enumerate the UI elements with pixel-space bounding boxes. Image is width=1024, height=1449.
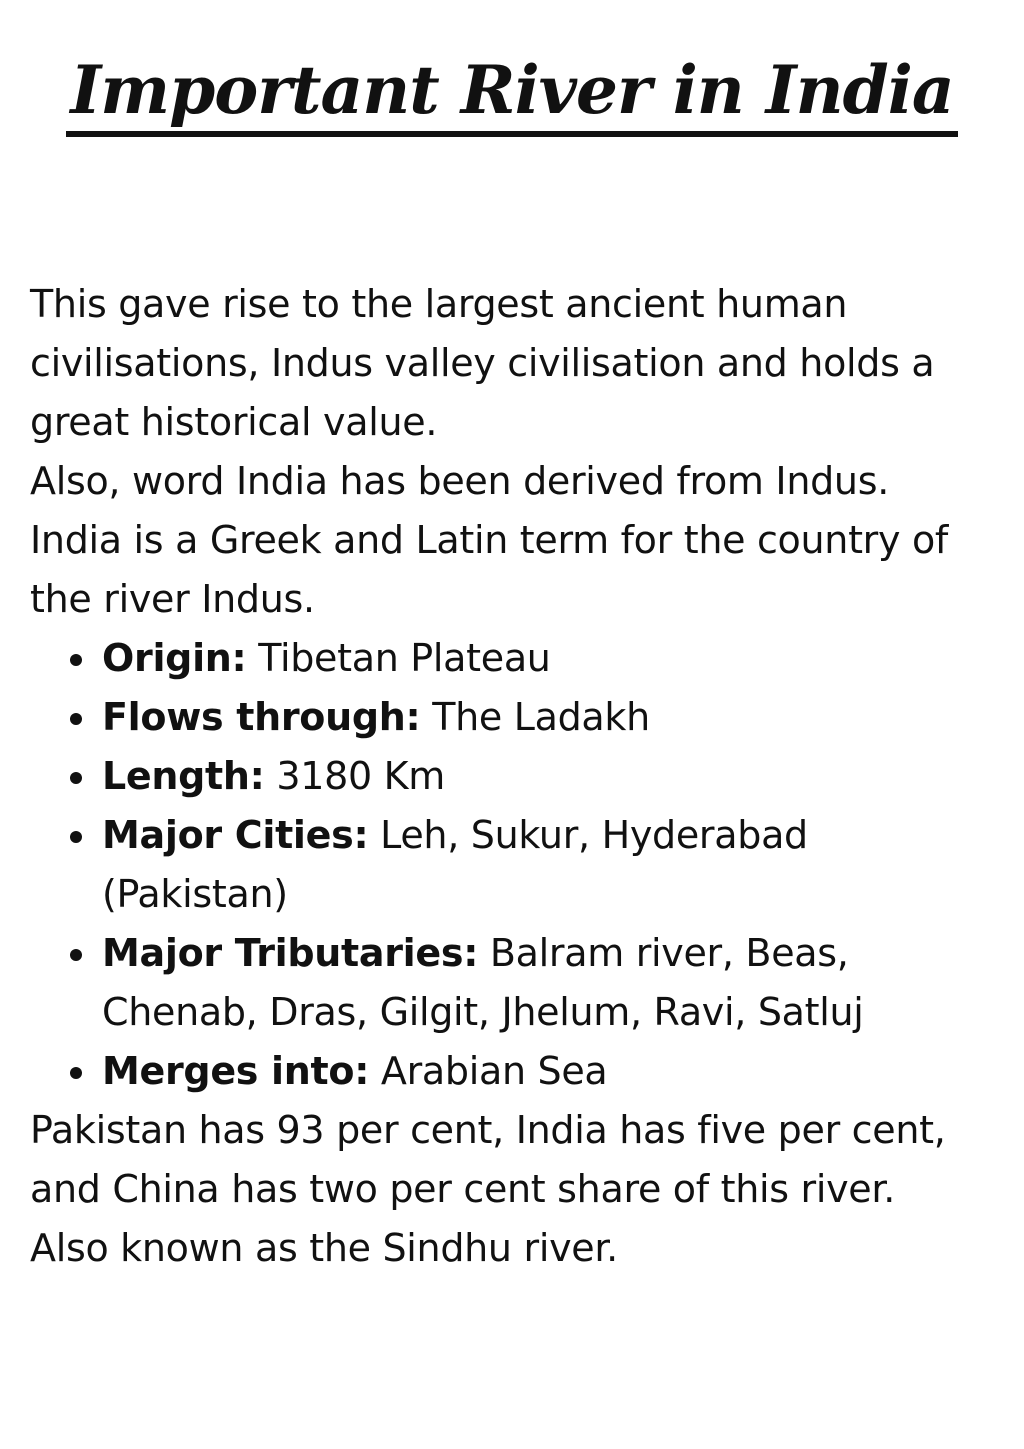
fact-term: Length: xyxy=(102,754,265,798)
page-title xyxy=(0,40,1024,140)
fact-term: Major Tributaries: xyxy=(102,931,479,975)
fact-item-length xyxy=(102,747,1005,806)
fact-term: Flows through: xyxy=(102,695,421,739)
fact-value: 3180 Km xyxy=(264,754,445,798)
fact-value: The Ladakh xyxy=(420,695,650,739)
fact-value: Leh, Sukur, Hyderabad (Pakistan) xyxy=(102,813,808,916)
outro-paragraph-1: Pakistan has 93 per cent, India has five per cent, and China has two per cent share of this river. xyxy=(30,1108,946,1211)
fact-item-origin xyxy=(102,629,1005,688)
fact-item-merges-into xyxy=(102,1042,1005,1101)
outro-paragraph-2: Also known as the Sindhu river. xyxy=(30,1226,618,1270)
fact-term: Origin: xyxy=(102,636,247,680)
fact-item-flows-through xyxy=(102,688,1005,747)
intro-paragraph-3: India is a Greek and Latin term for the country of the river Indus. xyxy=(30,518,948,621)
fact-value: Arabian Sea xyxy=(369,1049,608,1093)
intro-paragraph-2: Also, word India has been derived from Indus. xyxy=(30,459,889,503)
fact-item-major-cities xyxy=(102,806,1005,924)
intro-paragraph-1: This gave rise to the largest ancient human civilisations, Indus valley civilisation and holds a great historical value. xyxy=(30,282,935,444)
page-title-text: Important River in India xyxy=(66,49,957,137)
fact-term: Major Cities: xyxy=(102,813,369,857)
fact-item-major-tributaries xyxy=(102,924,1005,1042)
fact-value: Balram river, Beas, Chenab, Dras, Gilgit, Jhelum, Ravi, Satluj xyxy=(102,931,864,1034)
fact-term: Merges into: xyxy=(102,1049,370,1093)
facts-list xyxy=(30,629,1005,1101)
document-body xyxy=(30,275,1005,1278)
fact-value: Tibetan Plateau xyxy=(246,636,551,680)
